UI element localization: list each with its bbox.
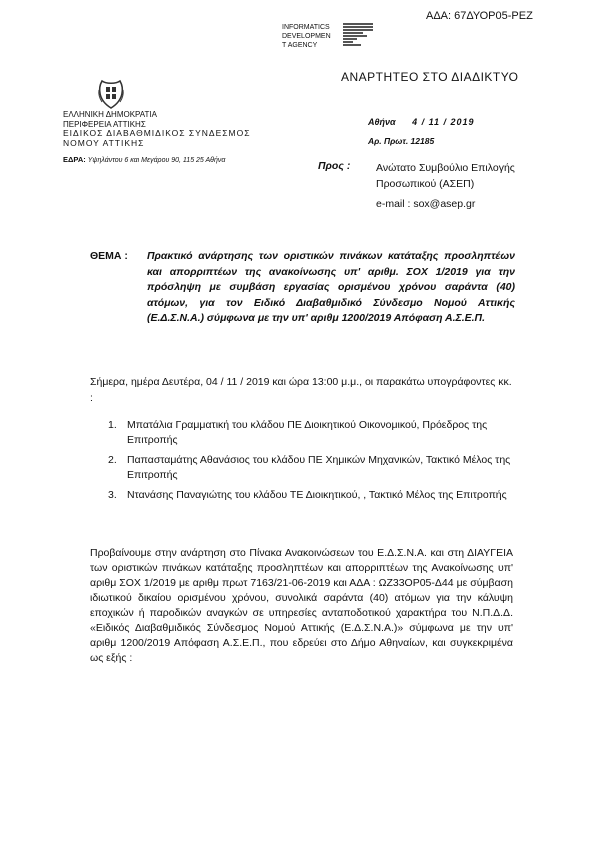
- logo-fine-print: [343, 22, 373, 47]
- list-item-text: Μπατάλια Γραμματική του κλάδου ΠΕ Διοικητικού Οικονομικού, Πρόεδρος της Επιτροπής: [127, 419, 488, 446]
- recipient-line-1: Ανώτατο Συμβούλιο Επιλογής: [376, 162, 515, 174]
- list-item: [108, 488, 513, 503]
- recipient-line-2: Προσωπικού (ΑΣΕΠ): [376, 178, 475, 190]
- list-item-text: Ντανάσης Παναγιώτης του κλάδου ΤΕ Διοικητικού, , Τακτικό Μέλος της Επιτροπής: [127, 489, 507, 501]
- recipient-block: [376, 160, 515, 192]
- protocol-number: Αρ. Πρωτ. 12185: [368, 136, 435, 146]
- date-value: 4 / 11 / 2019: [412, 117, 475, 127]
- list-item-text: Παπασταμάτης Αθανάσιος του κλάδου ΠΕ Χημικών Μηχανικών, Τακτικό Μέλος της Επιτροπής: [127, 454, 511, 481]
- document-date: [368, 117, 475, 127]
- list-item: [108, 418, 513, 448]
- list-item-number: 2.: [108, 454, 117, 466]
- subject-block: [90, 249, 515, 327]
- recipient-label: Προς :: [318, 160, 351, 172]
- subject-label: ΘΕΜΑ :: [90, 250, 128, 262]
- subject-text: Πρακτικό ανάρτησης των οριστικών πινάκων κατάταξης προσληπτέων και απορριπτέων της ανακοίνωσης υπ' αριθμ. ΣΟΧ 1/2019 για την πρόσληψη με συμβάση εργασίας ορισμένου χρόνου σαράντα (40) ατόμων, για τον Ειδικό Διαβαθμιδικό Σύνδεσμο Νομού Αττικής (Ε.Δ.Σ.Ν.Α.) σύμφωνα με την υπ' αριθμ 1200/2019 Απόφαση Α.Σ.Ε.Π.: [147, 250, 515, 324]
- list-item-number: 1.: [108, 419, 117, 431]
- org-line-4: ΝΟΜΟΥ ΑΤΤΙΚΗΣ: [63, 137, 145, 148]
- main-paragraph: Προβαίνουμε στην ανάρτηση στο Πίνακα Ανακοινώσεων του Ε.Δ.Σ.Ν.Α. και στη ΔΙΑΥΓΕΙΑ των οριστικών πινάκων κατάταξης προσληπτέων και απορριπτέων της Ανακοίνωσης υπ' αριθμ ΣΟΧ 1/2019 με αριθμ πρωτ 7163/21-06-2019 και ΑΔΑ : ΩΖ33ΟΡ05-Δ44 με σύμβαση ιδιωτικού δικαίου ορισμένου χρόνου, συνολικά σαράντα (40) ατόμων για την κάλυψη εποχικών ή παροδικών αναγκών σε υπηρεσίες ανταποδοτικού χαρακτήρα του Ν.Π.Δ.Δ. «Ειδικός Διαβαθμιδικός Σύνδεσμος Νομού Αττικής (Ε.Δ.Σ.Ν.Α.)» σύμφωνα με την υπ' αριθμ 1200/2019 Απόφαση Α.Σ.Ε.Π., που εδρεύει στο Δήμο Αθηναίων, και συγκεκριμένα ως εξής :: [90, 547, 513, 664]
- logo-line-2: DEVELOPMEN: [282, 33, 331, 40]
- ada-code: ΑΔΑ: 67ΔΥΟΡ05-ΡΕΖ: [426, 10, 533, 22]
- org-line-3: ΕΙΔΙΚΟΣ ΔΙΑΒΑΘΜΙΔΙΚΟΣ ΣΥΝΔΕΣΜΟΣ: [63, 128, 251, 138]
- org-line-1: ΕΛΛΗΝΙΚΗ ΔΗΜΟΚΡΑΤΙΑ: [63, 110, 157, 119]
- organization-header: [63, 110, 250, 148]
- date-city: Αθήνα: [368, 117, 396, 127]
- seat-value: Υψηλάντου 6 και Μεγάρου 90, 115 25 Αθήνα: [87, 157, 226, 164]
- signatories-list: [108, 418, 513, 508]
- intro-paragraph: Σήμερα, ημέρα Δευτέρα, 04 / 11 / 2019 και ώρα 13:00 μ.μ., οι παρακάτω υπογράφοντες κκ. :: [90, 376, 512, 404]
- org-line-2: ΠΕΡΙΦΕΡΕΙΑ ΑΤΤΙΚΗΣ: [63, 119, 146, 129]
- public-posting-heading: ΑΝΑΡΤΗΤΕΟ ΣΤΟ ΔΙΑΔΙΚΤΥΟ: [341, 70, 519, 84]
- seat-address: [63, 155, 225, 164]
- list-item: [108, 453, 513, 483]
- ida-logo: [282, 23, 331, 50]
- logo-line-1: INFORMATICS: [282, 24, 330, 31]
- list-item-number: 3.: [108, 489, 117, 501]
- recipient-email: e-mail : sox@asep.gr: [376, 198, 476, 210]
- greek-emblem-icon: [96, 78, 126, 110]
- seat-label: ΕΔΡΑ:: [63, 155, 86, 164]
- logo-line-3: T AGENCY: [282, 42, 318, 49]
